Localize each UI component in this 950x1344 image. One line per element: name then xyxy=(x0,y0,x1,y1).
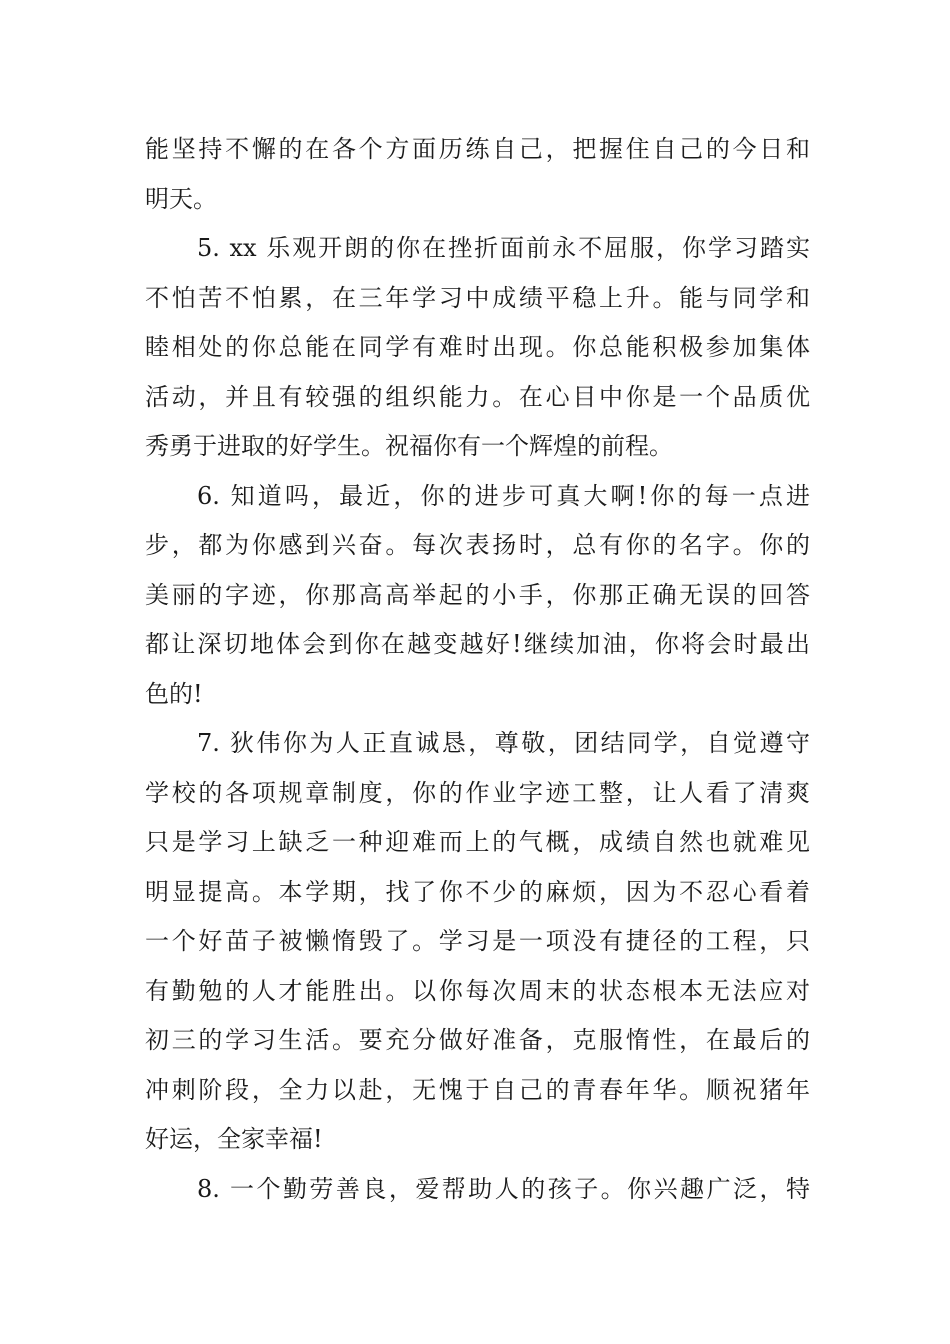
text-line: 有勤勉的人才能胜出。以你每次周末的状态根本无法应对 xyxy=(145,976,810,1005)
text-line: 不怕苦不怕累，在三年学习中成绩平稳上升。能与同学和 xyxy=(145,283,810,312)
text-line: 学校的各项规章制度，你的作业字迹工整，让人看了清爽 xyxy=(145,778,810,807)
paragraph-first-line: 5. xx 乐观开朗的你在挫折面前永不屈服，你学习踏实 xyxy=(197,234,810,262)
paragraph-first-line: 8. 一个勤劳善良，爱帮助人的孩子。你兴趣广泛，特 xyxy=(197,1174,810,1203)
text-line: 美丽的字迹，你那高高举起的小手，你那正确无误的回答 xyxy=(145,580,810,609)
text-line: 色的! xyxy=(145,679,203,708)
text-line: 冲刺阶段，全力以赴，无愧于自己的青春年华。顺祝猪年 xyxy=(145,1075,810,1104)
text-line: 活动，并且有较强的组织能力。在心目中你是一个品质优 xyxy=(145,382,810,411)
paragraph-first-line: 6. 知道吗，最近，你的进步可真大啊!你的每一点进 xyxy=(197,481,810,510)
text-line: 一个好苗子被懒惰毁了。学习是一项没有捷径的工程，只 xyxy=(145,927,810,955)
text-line: 好运，全家幸福! xyxy=(145,1125,323,1153)
text-line: 只是学习上缺乏一种迎难而上的气概，成绩自然也就难见 xyxy=(145,828,810,856)
text-line: 步，都为你感到兴奋。每次表扬时，总有你的名字。你的 xyxy=(145,531,810,559)
text-line: 初三的学习生活。要充分做好准备，克服惰性，在最后的 xyxy=(145,1026,810,1054)
paragraph-first-line: 7. 狄伟你为人正直诚恳，尊敬，团结同学，自觉遵守 xyxy=(197,729,810,757)
text-line: 能坚持不懈的在各个方面历练自己，把握住自己的今日和 xyxy=(145,135,810,163)
text-line: 都让深切地体会到你在越变越好!继续加油，你将会时最出 xyxy=(145,630,810,658)
text-line: 睦相处的你总能在同学有难时出现。你总能积极参加集体 xyxy=(145,333,810,361)
text-line: 明显提高。本学期，找了你不少的麻烦，因为不忍心看着 xyxy=(145,877,810,906)
text-line: 秀勇于进取的好学生。祝福你有一个辉煌的前程。 xyxy=(145,432,673,460)
document-body xyxy=(145,125,810,1214)
text-line: 明天。 xyxy=(145,184,217,213)
